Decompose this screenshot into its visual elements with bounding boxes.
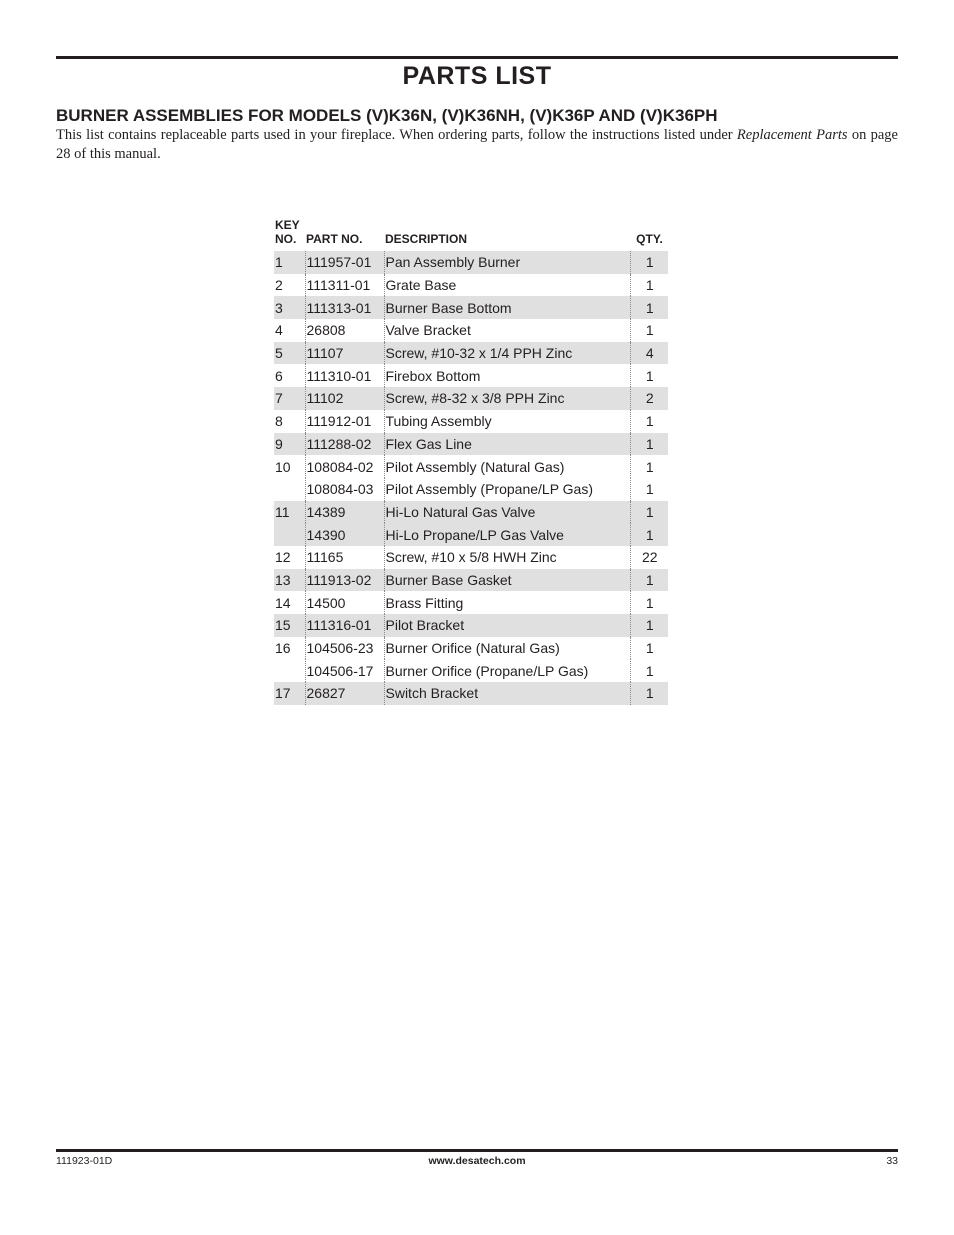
cell-part-no: 26827: [305, 682, 384, 705]
cell-key-no: 4: [274, 319, 305, 342]
table-row: [274, 387, 668, 410]
header-part-no: PART NO.: [306, 232, 363, 246]
cell-description: Burner Base Gasket: [384, 569, 630, 592]
cell-part-no: 111310-01: [305, 364, 384, 387]
cell-key-no: 10: [274, 455, 305, 478]
cell-qty: 1: [630, 296, 668, 319]
cell-part-no: 14500: [305, 591, 384, 614]
cell-part-no: 111288-02: [305, 433, 384, 456]
cell-key-no: 7: [274, 387, 305, 410]
table-row: [274, 364, 668, 387]
cell-part-no: 26808: [305, 319, 384, 342]
cell-description: Brass Fitting: [384, 591, 630, 614]
bottom-rule: [56, 1149, 898, 1152]
cell-description: Pilot Assembly (Propane/LP Gas): [384, 478, 630, 501]
header-qty: QTY.: [636, 232, 663, 246]
cell-description: Screw, #10 x 5/8 HWH Zinc: [384, 546, 630, 569]
cell-description: Tubing Assembly: [384, 410, 630, 433]
cell-qty: 1: [630, 523, 668, 546]
cell-qty: 1: [645, 277, 654, 294]
cell-description: Burner Orifice (Natural Gas): [384, 637, 630, 660]
parts-table: [274, 218, 668, 705]
cell-qty: 1: [630, 433, 668, 456]
table-row: [274, 433, 668, 456]
footer-website: www.desatech.com: [428, 1155, 526, 1167]
cell-part-no: 111912-01: [305, 410, 384, 433]
cell-key-no: 14: [274, 591, 305, 614]
cell-qty: 1: [630, 682, 668, 705]
table-row: [274, 546, 668, 569]
cell-key-no: [274, 523, 305, 546]
intro-text-after: on page 28 of this manual.: [56, 127, 898, 162]
cell-part-no: 11165: [305, 546, 384, 569]
table-row: [274, 591, 668, 614]
cell-key-no: 8: [274, 410, 305, 433]
cell-description: Pilot Assembly (Natural Gas): [384, 455, 630, 478]
cell-qty: 1: [645, 322, 654, 339]
cell-part-no: 111316-01: [305, 614, 384, 637]
cell-description: Grate Base: [384, 274, 630, 297]
table-row: [274, 637, 668, 660]
cell-part-no: 104506-23: [305, 637, 384, 660]
cell-part-no: 108084-03: [305, 478, 384, 501]
cell-part-no: 111957-01: [305, 251, 384, 274]
cell-description: Pilot Bracket: [384, 614, 630, 637]
header-key-no: KEY NO.: [275, 218, 300, 246]
table-row: [274, 614, 668, 637]
cell-part-no: 14390: [305, 523, 384, 546]
table-row: [274, 523, 668, 546]
cell-key-no: 16: [274, 637, 305, 660]
cell-qty: 1: [630, 569, 668, 592]
table-row: [274, 274, 668, 297]
table-row: [274, 501, 668, 524]
cell-description: Burner Orifice (Propane/LP Gas): [384, 659, 630, 682]
table-row: [274, 410, 668, 433]
cell-key-no: 12: [274, 546, 305, 569]
table-row: [274, 455, 668, 478]
cell-qty: 1: [645, 367, 654, 384]
table-row: [274, 569, 668, 592]
table-row: [274, 296, 668, 319]
cell-part-no: 111311-01: [305, 274, 384, 297]
cell-key-no: [274, 659, 305, 682]
table-row: [274, 659, 668, 682]
cell-key-no: 5: [274, 342, 305, 365]
cell-description: Switch Bracket: [384, 682, 630, 705]
cell-key-no: 6: [274, 364, 305, 387]
cell-qty: 2: [630, 387, 668, 410]
header-description: DESCRIPTION: [385, 232, 468, 246]
cell-description: Screw, #10-32 x 1/4 PPH Zinc: [384, 342, 630, 365]
cell-part-no: 108084-02: [305, 455, 384, 478]
cell-part-no: 111913-02: [305, 569, 384, 592]
cell-key-no: 13: [274, 569, 305, 592]
cell-qty: 1: [645, 458, 654, 475]
table-header-row: [274, 218, 668, 251]
cell-description: Screw, #8-32 x 3/8 PPH Zinc: [384, 387, 630, 410]
cell-key-no: 3: [274, 296, 305, 319]
cell-description: Firebox Bottom: [384, 364, 630, 387]
cell-key-no: [274, 478, 305, 501]
cell-part-no: 11102: [305, 387, 384, 410]
cell-qty: 1: [645, 640, 654, 657]
section-heading: BURNER ASSEMBLIES FOR MODELS (V)K36N, (V)K36NH, (V)K36P AND (V)K36PH: [56, 106, 718, 125]
footer-doc-number: 111923-01D: [56, 1155, 113, 1167]
table-row: [274, 478, 668, 501]
cell-qty: 1: [645, 413, 654, 430]
cell-qty: 1: [645, 662, 654, 679]
cell-description: Hi-Lo Propane/LP Gas Valve: [384, 523, 630, 546]
cell-qty: 1: [630, 251, 668, 274]
cell-description: Pan Assembly Burner: [384, 251, 630, 274]
cell-part-no: 104506-17: [305, 659, 384, 682]
cell-qty: 1: [630, 501, 668, 524]
cell-key-no: 1: [274, 251, 305, 274]
table-row: [274, 251, 668, 274]
cell-qty: 22: [641, 549, 658, 566]
cell-description: Hi-Lo Natural Gas Valve: [384, 501, 630, 524]
intro-text-before: This list contains replaceable parts used in your fireplace. When ordering parts, follow the instructions listed under: [56, 127, 737, 143]
cell-part-no: 11107: [305, 342, 384, 365]
intro-emphasis: Replacement Parts: [736, 127, 848, 143]
cell-key-no: 17: [274, 682, 305, 705]
cell-description: Burner Base Bottom: [384, 296, 630, 319]
cell-qty: 1: [630, 614, 668, 637]
cell-key-no: 15: [274, 614, 305, 637]
cell-qty: 1: [645, 481, 654, 498]
cell-key-no: 2: [274, 274, 305, 297]
cell-description: Valve Bracket: [384, 319, 630, 342]
parts-table-body: [274, 251, 668, 705]
table-row: [274, 319, 668, 342]
cell-qty: 4: [630, 342, 668, 365]
cell-qty: 1: [645, 594, 654, 611]
page-title: PARTS LIST: [402, 62, 552, 90]
table-row: [274, 342, 668, 365]
cell-key-no: 11: [274, 501, 305, 524]
cell-key-no: 9: [274, 433, 305, 456]
cell-part-no: 111313-01: [305, 296, 384, 319]
footer-page-number: 33: [886, 1155, 898, 1167]
cell-part-no: 14389: [305, 501, 384, 524]
cell-description: Flex Gas Line: [384, 433, 630, 456]
intro-paragraph: [56, 126, 898, 163]
table-row: [274, 682, 668, 705]
